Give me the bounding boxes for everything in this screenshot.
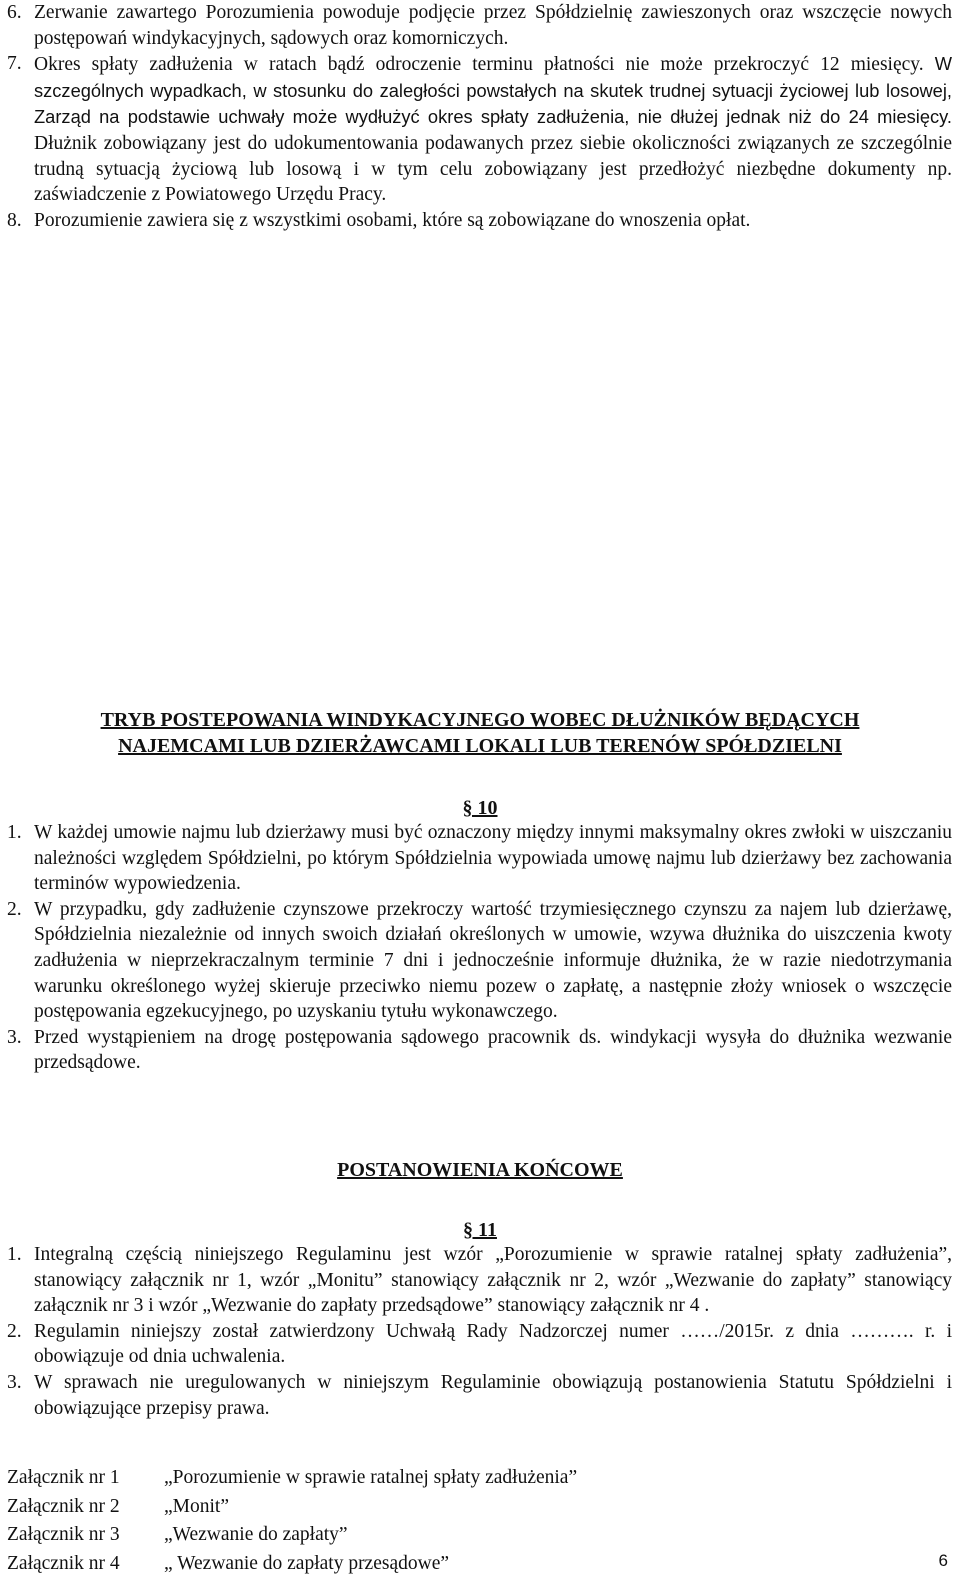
item-number: 1. — [7, 822, 22, 843]
heading-enforcement: TRYB POSTEPOWANIA WINDYKACYJNEGO WOBEC DŁUŻNIKÓW BĘDĄCYCH NAJEMCAMI LUB DZIERŻAWCAMI LOKALI LUB TERENÓW SPÓŁDZIELNI — [100, 709, 860, 757]
item-text-part: Okres spłaty zadłużenia w ratach bądź odroczenie terminu płatności nie może przekroczyć 12 miesięcy. — [34, 54, 935, 76]
item-number: 7. — [7, 53, 22, 75]
list-item — [7, 1370, 952, 1421]
item-text-part-sans: W szczególnych wypadkach, w stosunku do zaległości powstałych na skutek trudnej sytuacji życiowej lub losowej, Zarząd na podstawie uchwały może wydłużyć okres spłaty zadłużenia, nie dłużej jednak niż do 24 miesięcy. — [34, 53, 952, 128]
item-text: Zerwanie zawartego Porozumienia powoduje podjęcie przez Spółdzielnię zawieszonych oraz wszczęcie nowych postępowań windykacyjnych, sądowych oraz komorniczych. — [34, 2, 952, 49]
annex-label: Załącznik nr 4 — [7, 1552, 120, 1574]
annex-row — [7, 1493, 952, 1522]
annex-title: „Porozumienie w sprawie ratalnej spłaty zadłużenia” — [164, 1467, 578, 1488]
annex-row — [7, 1550, 952, 1579]
list-item — [7, 1025, 952, 1076]
annex-row — [7, 1464, 952, 1493]
item-text: W każdej umowie najmu lub dzierżawy musi być oznaczony między innymi maksymalny okres zwłoki w uiszczaniu należności względem Spółdzielni, po którym Spółdzielnia wypowiada umowę najmu lub dzierżawy bez zachowania terminów wypowiedzenia. — [34, 822, 952, 895]
item-number: 1. — [7, 1244, 22, 1265]
list-item — [7, 1242, 952, 1319]
item-text — [34, 51, 952, 208]
annex-label: Załącznik nr 2 — [7, 1495, 120, 1517]
annex-title: „ Wezwanie do zapłaty przesądowe” — [164, 1552, 450, 1574]
list-item — [7, 1319, 952, 1370]
list-item — [7, 51, 952, 208]
item-text: W sprawach nie uregulowanych w niniejszym Regulaminie obowiązują postanowienia Statutu Spółdzielni i obowiązujące przepisy prawa. — [34, 1371, 952, 1419]
item-text-part: Dłużnik zobowiązany jest do udokumentowania podawanych przez siebie okoliczności związanych ze szczególnie trudną sytuacją życiową lub losową i w tym celu zobowiązany jest przedłożyć niezbędne dokumenty np. zaświadczenie z Powiatowego Urzędu Pracy. — [34, 132, 952, 206]
annex-list — [7, 1464, 952, 1578]
item-text: Integralną częścią niniejszego Regulaminu jest wzór „Porozumienie w sprawie ratalnej spłaty zadłużenia”, stanowiący załącznik nr 1, wzór „Monitu” stanowiący załącznik nr 2, wzór „Wezwanie do zapłaty” stanowiący załącznik nr 3 i wzór „Wezwanie do zapłaty przedsądowe” stanowiący załącznik nr 4 . — [34, 1244, 952, 1317]
annex-row — [7, 1521, 952, 1550]
annex-label: Załącznik nr 1 — [7, 1467, 120, 1488]
top-list — [7, 0, 952, 233]
item-text: Porozumienie zawiera się z wszystkimi osobami, które są zobowiązane do wnoszenia opłat. — [34, 209, 751, 231]
item-number: 2. — [7, 898, 22, 920]
item-text: W przypadku, gdy zadłużenie czynszowe przekroczy wartość trzymiesięcznego czynszu za najem lub dzierżawę, Spółdzielnia niezależnie od innych swoich działań określonych w umowie, wzywa dłużnika do uiszczenia kwoty zadłużenia w nieprzekraczalnym terminie 7 dni i jednocześnie informuje dłużnika, że w razie niedotrzymania warunku określonego wyżej skieruje przeciwko niemu pozew o zapłatę, a następnie złoży wniosek o wszczęcie postępowania egzekucyjnego, po uzyskaniu tytułu wykonawczego. — [34, 898, 952, 1023]
section-10-title: § 10 — [462, 797, 498, 819]
section-11-title: § 11 — [463, 1219, 497, 1241]
annex-title: „Monit” — [164, 1495, 229, 1517]
item-text: Przed wystąpieniem na drogę postępowania sądowego pracownik ds. windykacji wysyła do dłużnika wezwanie przedsądowe. — [34, 1026, 952, 1074]
item-number: 8. — [7, 209, 22, 231]
heading-final-provisions: POSTANOWIENIA KOŃCOWE — [337, 1159, 623, 1181]
list-item — [7, 208, 952, 234]
list-item — [7, 820, 952, 897]
section-11-list — [7, 1242, 952, 1421]
list-item — [7, 897, 952, 1025]
item-number: 3. — [7, 1371, 22, 1393]
page-number: 6 — [938, 1551, 948, 1570]
annex-title: „Wezwanie do zapłaty” — [164, 1524, 348, 1545]
list-item — [7, 0, 952, 51]
item-number: 6. — [7, 2, 22, 23]
section-10-list — [7, 820, 952, 1076]
item-text: Regulamin niniejszy został zatwierdzony Uchwałą Rady Nadzorczej numer ……/2015r. z dnia ………. r. i obowiązuje od dnia uchwalenia. — [34, 1320, 952, 1368]
item-number: 2. — [7, 1320, 22, 1342]
item-number: 3. — [7, 1026, 22, 1048]
annex-label: Załącznik nr 3 — [7, 1524, 120, 1545]
